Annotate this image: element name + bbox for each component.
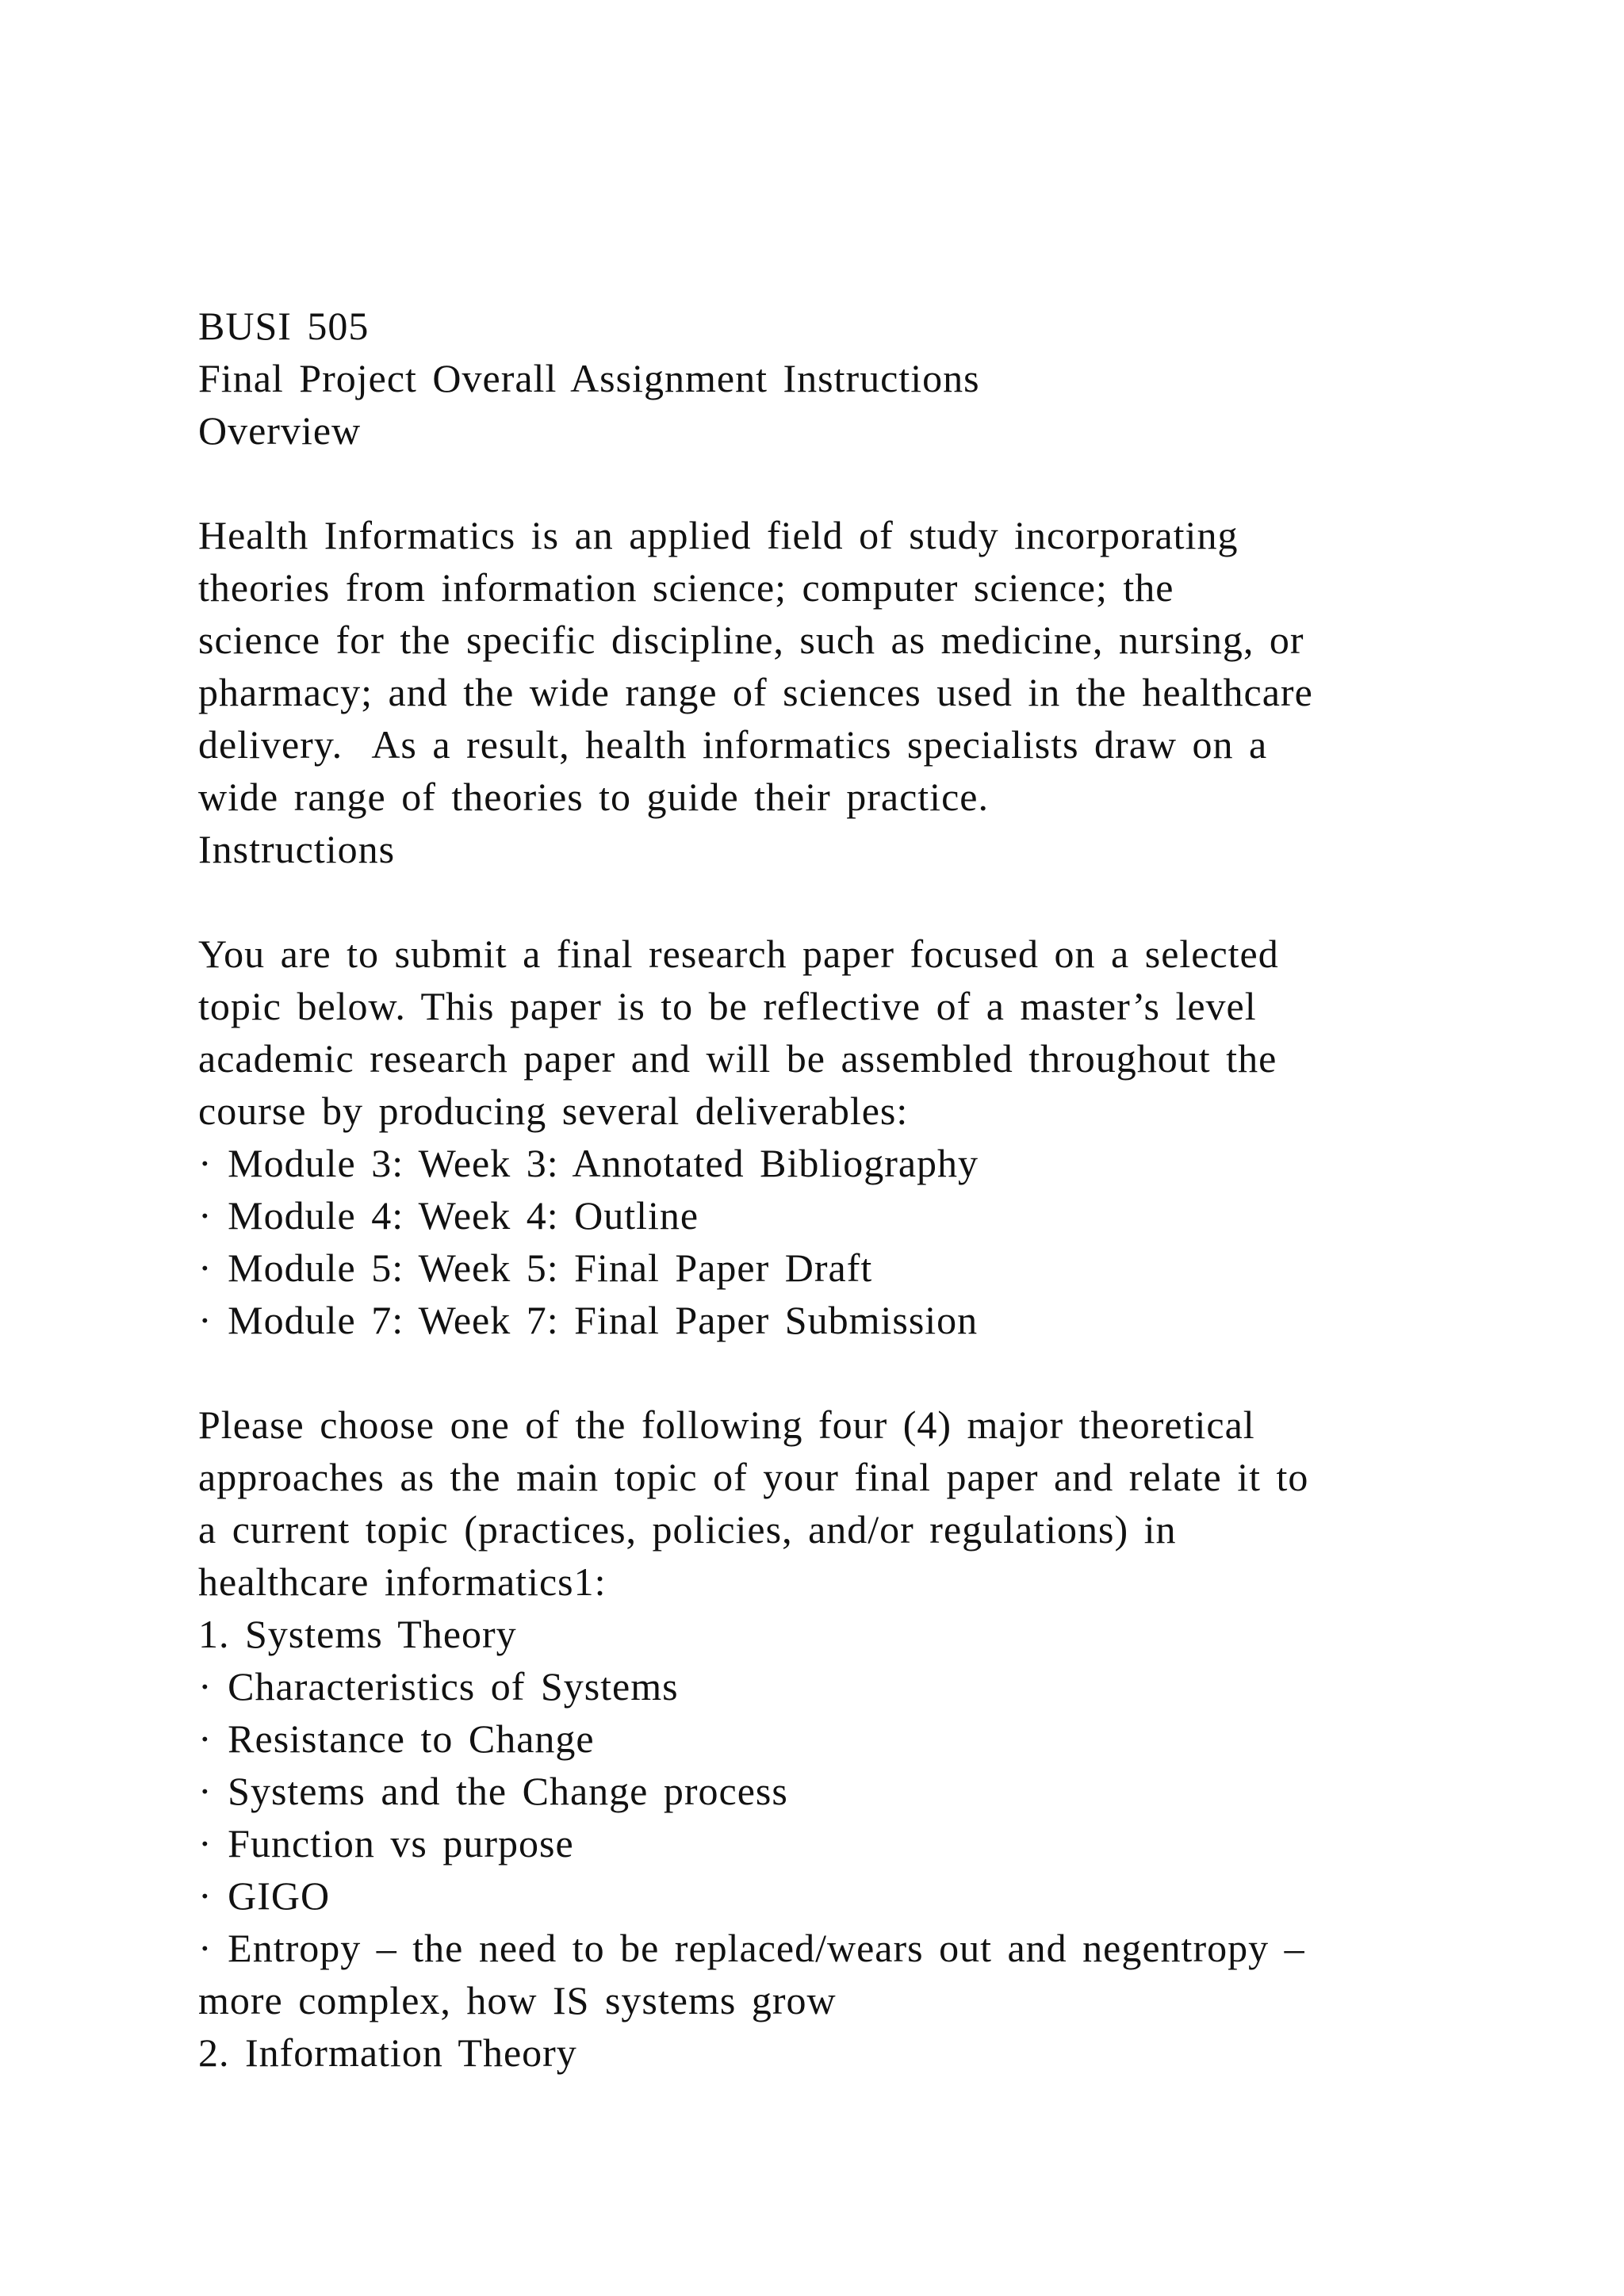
deliverable-item: · Module 7: Week 7: Final Paper Submission <box>198 1298 979 1342</box>
theory-1-item: more complex, how IS systems grow <box>198 1978 837 2022</box>
blank-line <box>198 1346 1467 1399</box>
theory-1-item: · GIGO <box>198 1873 331 1918</box>
instructions-line: course by producing several deliverables: <box>198 1089 909 1133</box>
choose-line: a current topic (practices, policies, and/or regulations) in <box>198 1507 1177 1552</box>
instructions-line: topic below. This paper is to be reflective of a master’s level <box>198 984 1257 1028</box>
deliverable-item: · Module 5: Week 5: Final Paper Draft <box>198 1246 873 1290</box>
overview-line: pharmacy; and the wide range of sciences used in the healthcare <box>198 670 1313 714</box>
overview-heading: Overview <box>198 408 362 453</box>
choose-line: Please choose one of the following four (4) major theoretical <box>198 1402 1255 1447</box>
deliverable-item: · Module 3: Week 3: Annotated Bibliography <box>198 1141 979 1185</box>
deliverable-item: · Module 4: Week 4: Outline <box>198 1193 699 1238</box>
overview-line: wide range of theories to guide their practice. <box>198 775 989 819</box>
document-body <box>198 300 1467 2079</box>
theory-1-item: · Systems and the Change process <box>198 1769 788 1813</box>
theory-1-item: · Function vs purpose <box>198 1821 574 1866</box>
overview-line: science for the specific discipline, such as medicine, nursing, or <box>198 618 1304 662</box>
choose-line: approaches as the main topic of your final paper and relate it to <box>198 1455 1309 1499</box>
overview-line: delivery. As a result, health informatics specialists draw on a <box>198 722 1268 767</box>
theory-1-item: · Resistance to Change <box>198 1716 595 1761</box>
overview-line: Health Informatics is an applied field of study incorporating <box>198 513 1239 557</box>
choose-line: healthcare informatics1: <box>198 1559 607 1604</box>
blank-line <box>198 457 1467 509</box>
theory-2-heading: 2. Information Theory <box>198 2030 577 2075</box>
document-title: Final Project Overall Assignment Instructions <box>198 356 980 400</box>
blank-line <box>198 875 1467 928</box>
course-code: BUSI 505 <box>198 304 370 348</box>
instructions-line: You are to submit a final research paper focused on a selected <box>198 932 1279 976</box>
theory-1-item: · Characteristics of Systems <box>198 1664 679 1709</box>
instructions-line: academic research paper and will be assembled throughout the <box>198 1036 1277 1081</box>
overview-line: theories from information science; computer science; the <box>198 565 1174 610</box>
theory-1-heading: 1. Systems Theory <box>198 1612 517 1656</box>
instructions-heading: Instructions <box>198 827 396 871</box>
theory-1-item: · Entropy – the need to be replaced/wears out and negentropy – <box>198 1926 1305 1970</box>
